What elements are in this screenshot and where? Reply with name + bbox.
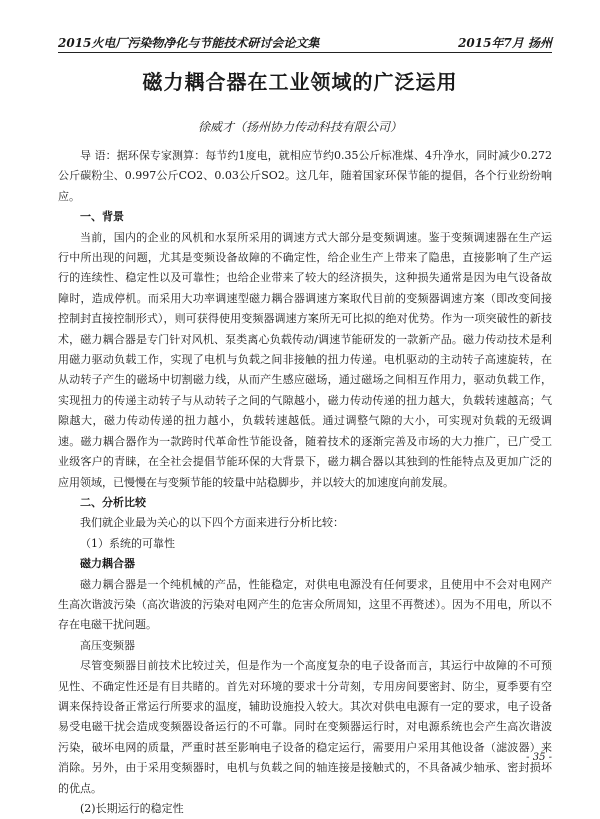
background-paragraph: 当前，国内的企业的风机和水泵所采用的调速方式大部分是变频调速。鉴于变频调速器在生产运行中所出现的问题，尤其是变频设备故障的不确定性，给企业生产上带来了隐患，直接影响了生产运行的连续性、稳定性以及可靠性；也给企业带来了较大的经济损失，这种损失通常是因为电气设备故障时，造成停机。而采用大功率调速型磁力耦合器调速方案取代目前的变频器调速方案（即改变间接控制封直接控制形式），则可获得使用变频器调速方案所无可比拟的绝对优势。作为一项突破性的新技术，磁力耦合器是专门针对风机、泵类离心负载传动/调速节能研发的一款新产品。磁力传动技术是利用磁力驱动负载工作，实现了电机与负载之间非接触的扭力传递。电机驱动的主动转子高速旋转，在从动转子产生的磁场中切割磁力线，从而产生感应磁场，通过磁场之间相互作用力，驱动负载工作，实现扭力的传递主动转子与从动转子之间的气隙越小，磁力传动传递的扭力越大，负载转速越高；气隙越大，磁力传动传递的扭力越小，负载转速越低。通过调整气隙的大小，可实现对负载的无级调速。磁力耦合器作为一款跨时代革命性节能设备，随着技术的逐渐完善及市场的大力推广，已广受工业级客户的青睐，在全社会提倡节能环保的大背景下，磁力耦合器以其独到的性能特点及更加广泛的应用领域，已慢慢在与变频节能的较量中站稳脚步，并以较大的加速度向前发展。 [58, 230, 552, 489]
coupler-paragraph: 磁力耦合器是一个纯机械的产品，性能稳定，对供电电源没有任何要求，且使用中不会对电网产生高次谐波污染（高次谐波的污染对电网产生的危害众所周知，这里不再赘述）。因为不用电，所以不存在电磁干扰问题。 [58, 577, 552, 632]
header-date-place: 2015年7月 扬州 [458, 36, 552, 50]
analysis-intro: 我们就企业最为关心的以下四个方面来进行分析比较： [80, 516, 344, 530]
subheading-long-term-stability: (2)长期运行的稳定性 [80, 802, 184, 815]
page-number: - 35 - [526, 752, 552, 763]
section-heading-background: 一、背景 [80, 210, 124, 224]
subheading-high-voltage-vfd: 高压变频器 [80, 638, 135, 652]
subheading-magnetic-coupler: 磁力耦合器 [80, 557, 135, 571]
author-affiliation: 徐威才（扬州协力传动科技有限公司） [197, 120, 402, 134]
abstract-paragraph: 导 语：据环保专家测算：每节约1度电，就相应节约0.35公斤标准煤、4升净水，同时减少0.272公斤碳粉尘、0.997公斤CO2、0.03公斤SO2。这几年，随着国家环保节能的提倡，各个行业纷纷响应。 [58, 149, 552, 203]
vfd-paragraph: 尽管变频器目前技术比较过关，但是作为一个高度复杂的电子设备而言，其运行中故障的不可预见性、不确定性还是有目共睹的。首先对环境的要求十分苛刻，专用房间要密封、防尘，夏季要有空调来保持设备正常运行所要求的温度，辅助设施投入较大。其次对供电电源有一定的要求，电子设备易受电磁干扰会造成变频器设备运行的不可靠。同时在变频器运行时，对电源系统也会产生高次谐波污染，破坏电网的质量，严重时甚至影响电子设备的稳定运行，需要用户采用其他设备（滤波器）来消除。另外，由于采用变频器时，电机与负载之间的轴连接是接触式的，不具备减少轴承、密封损坏的优点。 [58, 659, 552, 795]
section-heading-analysis: 二、分析比较 [80, 495, 146, 509]
subheading-reliability: （1）系统的可靠性 [80, 536, 175, 550]
header-rule [58, 52, 552, 53]
paper-title: 磁力耦合器在工业领域的广泛运用 [142, 70, 458, 94]
paper-body [58, 146, 552, 819]
header-proceedings-title: 2015火电厂污染物净化与节能技术研讨会论文集 [58, 36, 320, 50]
